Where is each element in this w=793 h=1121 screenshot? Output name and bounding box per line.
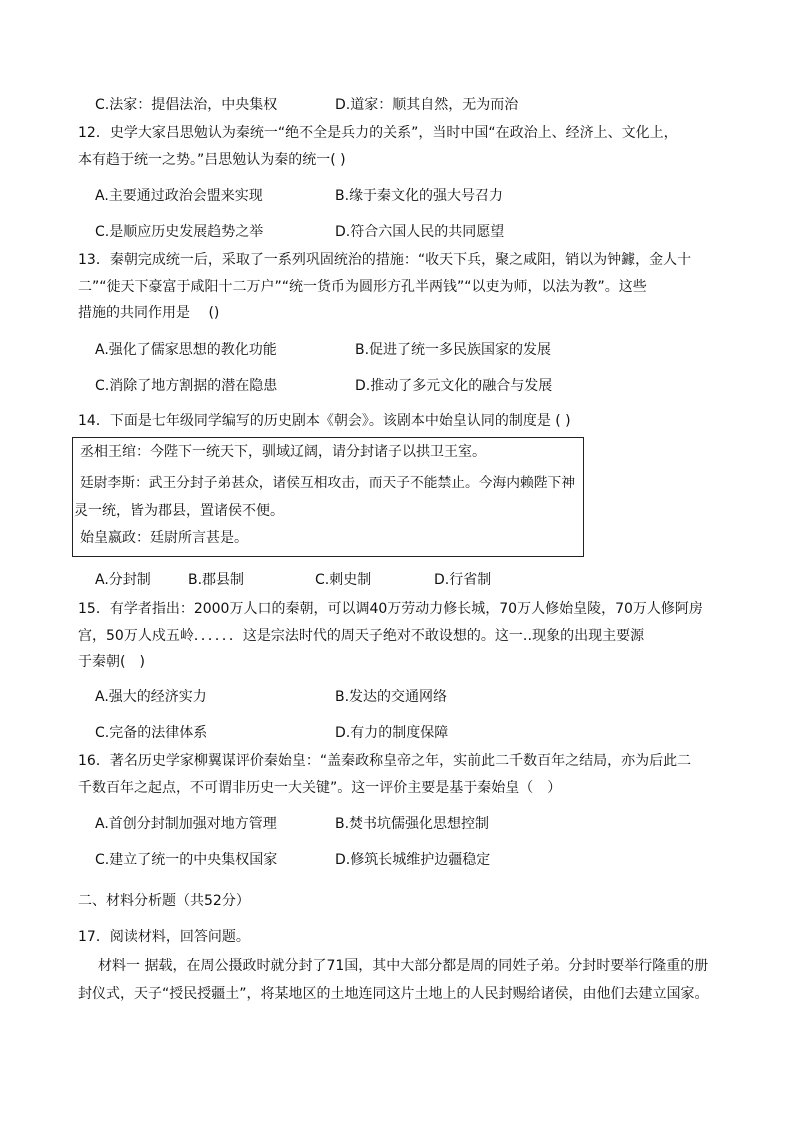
q15-option-a: A.强大的经济实力: [95, 689, 207, 705]
q13-stem-line1: 13．秦朝完成统一后，采取了一系列巩固统治的措施：“收天下兵，聚之咸阳，销以为钟鐻，金人十: [78, 252, 692, 268]
q14-box-line1: 丞相王绾：今陛下一统天下，驯域辽阔，请分封诸子以拱卫王室。: [80, 444, 486, 460]
q15-stem-line2: 宫，50万人戍五岭．．．．．．这是宗法时代的周天子绝对不敢设想的。这一‥现象的出现主要源: [78, 628, 645, 644]
q15-option-d: D.有力的制度保障: [335, 725, 449, 741]
q17-material-line2: 封仪式，天子“授民授疆土”，将某地区的土地连同这片土地上的人民封赐给诸侯，由他们去建立国家。: [78, 986, 709, 1002]
q14-box-line2b: 灵一统，皆为郡县，置诸侯不便。: [74, 503, 284, 519]
section-heading: 二、材料分析题（共52分）: [78, 893, 250, 909]
q12-stem-line1: 12．史学大家吕思勉认为秦统一“绝不全是兵力的关系”，当时中国“在政治上、经济上、文化上，: [78, 125, 678, 141]
q12-option-b: B.缘于秦文化的强大号召力: [335, 188, 504, 204]
q14-option-b: B.郡县制: [188, 572, 245, 588]
q16-option-b: B.焚书坑儒强化思想控制: [335, 816, 490, 832]
q11-option-c: C.法家：提倡法治，中央集权: [95, 97, 278, 113]
q15-stem-line3: 于秦朝( ): [78, 654, 145, 670]
q15-option-c: C.完备的法律体系: [95, 725, 208, 741]
q15-option-b: B.发达的交通网络: [335, 689, 448, 705]
q14-option-a: A.分封制: [95, 572, 151, 588]
q17-material-line1: 材料一 据载，在周公摄政时就分封了71国，其中大部分都是周的同姓子弟。分封时要举行隆重的册: [98, 958, 709, 974]
q14-stem-line1: 14．下面是七年级同学编写的历史剧本《朝会》。该剧本中始皇认同的制度是 ( ): [78, 413, 571, 429]
q13-option-b: B.促进了统一多民族国家的发展: [355, 342, 552, 358]
q14-box-line3: 始皇嬴政：廷尉所言甚是。: [80, 530, 248, 546]
q13-stem-line3: 措施的共同作用是 (): [78, 305, 220, 321]
q13-stem-line2: 二”“徙天下豪富于咸阳十二万户”“统一货币为圆形方孔半两钱”“以吏为师，以法为教”。这些: [78, 279, 647, 295]
q16-option-c: C.建立了统一的中央集权国家: [95, 852, 278, 868]
q16-option-a: A.首创分封制加强对地方管理: [95, 816, 277, 832]
q12-stem-line2: 本有趋于统一之势。”吕思勉认为秦的统一( ): [78, 152, 346, 168]
q15-stem-line1: 15．有学者指出：2000万人口的秦朝，可以调40万劳动力修长城，70万人修始皇陵，70万人修阿房: [78, 601, 703, 617]
q14-option-c: C.刺史制: [315, 572, 372, 588]
q14-box-line2a: 廷尉李斯：武王分封子弟甚众，诸侯互相攻击，而天子不能禁止。今海内赖陛下神: [80, 475, 576, 491]
q16-stem-line1: 16．著名历史学家柳翼谋评价秦始皇：“盖秦政称皇帝之年，实前此二千数百年之结局，亦为后此二: [78, 753, 692, 769]
q17-stem-line1: 17．阅读材料，回答问题。: [78, 929, 250, 945]
q12-option-d: D.符合六国人民的共同愿望: [335, 224, 505, 240]
q14-option-d: D.行省制: [434, 572, 492, 588]
q16-stem-line2: 千数百年之起点，不可谓非历史一大关键”。这一评价主要是基于秦始皇（ ）: [78, 780, 562, 796]
q16-option-d: D.修筑长城维护边疆稳定: [335, 852, 491, 868]
q12-option-c: C.是顺应历史发展趋势之举: [95, 224, 264, 240]
q13-option-d: D.推动了多元文化的融合与发展: [355, 378, 553, 394]
q13-option-a: A.强化了儒家思想的教化功能: [95, 342, 277, 358]
q12-option-a: A.主要通过政治会盟来实现: [95, 188, 263, 204]
q13-option-c: C.消除了地方割据的潜在隐患: [95, 378, 278, 394]
q11-option-d: D.道家：顺其自然，无为而治: [335, 97, 519, 113]
